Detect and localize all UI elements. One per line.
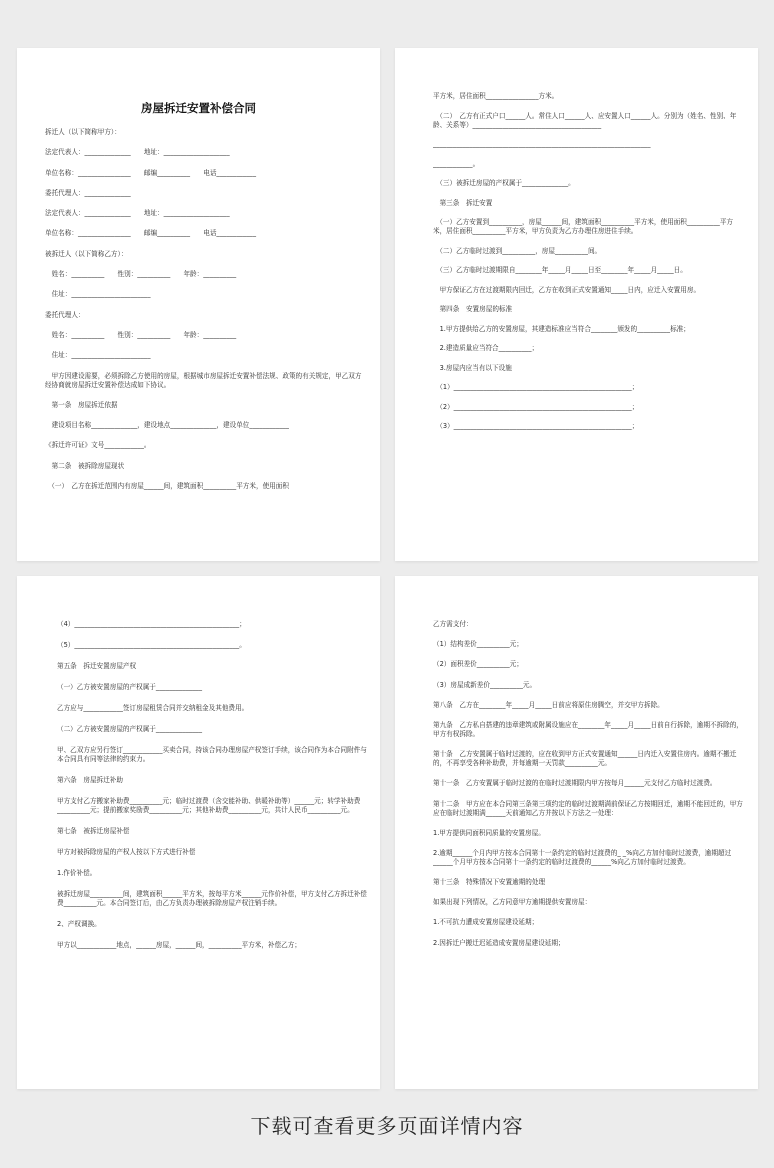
text-line: （二）乙方临时过渡到__________，房屋__________间。	[433, 246, 602, 255]
text-line: 平方米，居住面积________________方米。	[433, 92, 559, 100]
text-line: 法定代表人：______________ 地址：____________________	[45, 209, 230, 218]
section-heading: 第十三条 特殊情况下安置逾期的处理	[433, 878, 546, 887]
text-line: 如果出现下列情况，乙方同意甲方逾期提供安置房屋：	[433, 898, 592, 907]
text-paragraph: 2.逾期______个月内甲方按本合同第十一条约定的临时过渡费的_ _%向乙方加付临时过渡费，逾期超过______个月甲方按本合同第十一条约定的临时过渡费的______%向乙方加付临时过渡费。	[433, 848, 732, 866]
text-line: 2、产权调换。	[57, 920, 101, 928]
document-page-3	[17, 576, 380, 1089]
section-heading: 第六条 房屋拆迁补助	[57, 776, 123, 784]
document-page-4	[395, 576, 758, 1089]
text-line: __________________________________________________________________	[433, 140, 651, 148]
text-line: 法定代表人：______________ 地址：____________________	[45, 148, 230, 157]
text-line: 乙方需支付：	[433, 620, 473, 628]
text-line: 住址：________________________	[45, 290, 151, 299]
text-paragraph: 甲、乙双方应另行签订____________买卖合同，持该合同办理房屋产权签订手续，该合同作为本合同附件与本合同具有同等法律的约束力。	[57, 746, 367, 763]
text-line: （一）乙方被安置房屋的产权属于______________	[57, 683, 203, 691]
text-line: 乙方应与____________签订房屋租赁合同并交纳租金及其他费用。	[57, 704, 249, 712]
text-line: ____________。	[433, 159, 480, 168]
download-more-caption[interactable]: 下载可查看更多页面详情内容	[250, 1114, 524, 1138]
document-title: 房屋拆迁安置补偿合同	[141, 101, 256, 115]
text-line: 建设项目名称______________，建设地点______________，建设单位____________	[45, 421, 289, 430]
text-paragraph: 第九条 乙方私自搭建的违章建筑或附属设施应在________年_____月_____日前自行拆除，逾期不拆除的，甲方有权拆除。	[433, 720, 743, 738]
text-line: 2.建造质量应当符合__________；	[433, 344, 539, 352]
document-page-2	[395, 48, 758, 561]
text-line: 姓名：__________ 性别：__________ 年龄：__________	[45, 330, 237, 339]
text-paragraph: 甲方保证乙方在过渡期限内回迁，乙方在收到正式安置通知_____日内，应迁入安置用房。	[433, 285, 701, 294]
text-line: （3）房屋成新差价__________元。	[433, 680, 537, 689]
text-line: 单位名称：________________ 邮编__________ 电话____________	[45, 229, 256, 238]
text-line: 第八条 乙方在________年_____月_____日前应将原住房腾空，并交甲方拆除。	[433, 700, 664, 709]
text-line: （2）______________________________________________________；	[433, 402, 639, 411]
text-paragraph: 第十一条 乙方安置属于临时过渡的在临时过渡期限内甲方按每月______元支付乙方临时过渡费。	[433, 779, 717, 788]
text-line: 委托代理人：______________	[45, 188, 131, 197]
text-paragraph: （二） 乙方有正式户口______人。常住人口______人、应安置人口______人。分别为（姓名、性别、年龄、关系等）_______________________________________	[433, 111, 737, 129]
section-heading: 第二条 被拆除房屋现状	[45, 461, 125, 470]
text-line: 2.因拆迁户搬迁迟延造成安置房屋建设延期；	[433, 938, 565, 947]
text-line: 1.不可抗力遭成安置房屋建设延期；	[433, 918, 539, 927]
text-line: （三）被拆迁房屋的产权属于______________。	[433, 179, 575, 187]
text-line: 单位名称：________________ 邮编__________ 电话____________	[45, 168, 256, 177]
text-line: 甲方对被拆除房屋的产权人按以下方式进行补偿	[57, 848, 196, 856]
text-paragraph: 甲方因建设需要，必须拆除乙方使用的房屋，根据城市房屋拆迁安置补偿法规、政策的有关规定，甲乙双方经协商就房屋拆迁安置补偿达成如下协议。	[45, 371, 362, 389]
text-line: （4）__________________________________________________；	[57, 620, 246, 628]
text-paragraph: （一）乙方安置到__________，房屋______间，建筑面积__________平方米，使用面积__________平方米，居住面积__________平方米，甲方负责为乙方办理住房进住手续。	[433, 218, 734, 235]
section-heading: 第七条 被拆迁房屋补偿	[57, 827, 130, 835]
section-heading: 第三条 拆迁安置	[433, 198, 493, 207]
text-line: 1.作价补偿。	[57, 869, 97, 877]
text-paragraph: 第十条 乙方安置属于临时过渡的，应在收到甲方正式安置通知______日内迁入安置住房内。逾期不搬迁的，不再享受各种补助费，并每逾期一天罚款__________元。	[433, 750, 737, 768]
text-line: 住址：________________________	[45, 351, 151, 360]
text-line: 姓名：__________ 性别：__________ 年龄：__________	[45, 270, 237, 279]
text-paragraph: 甲方支付乙方搬家补助费__________元；临时过渡费（含交能补助、供暖补助等）______元；转学补助费__________元；提前搬家奖励费__________元；其他补助费__________元，共计人民币__________元。	[57, 797, 361, 814]
section-heading: 第一条 房屋拆迁依据	[45, 400, 118, 409]
document-page-1	[17, 48, 380, 561]
text-line: 被拆迁人（以下简称乙方）：	[45, 249, 128, 258]
text-line: 委托代理人：	[45, 310, 85, 319]
text-line: 3.房屋内应当有以下设施	[433, 363, 512, 372]
text-paragraph: （三）乙方临时过渡期限自________年_____月_____日至________年_____月_____日。	[433, 266, 687, 274]
text-line: 拆迁人（以下简称甲方）：	[45, 128, 121, 136]
text-line: 《拆迁许可证》文号____________。	[45, 441, 151, 450]
text-line: 1.甲方提供给乙方的安置房屋，其建造标准应当符合________颁发的__________标准；	[433, 324, 690, 333]
text-line: （1）______________________________________________________；	[433, 383, 639, 391]
text-line: （2）面积差价__________元；	[433, 660, 523, 669]
text-paragraph: 被拆迁房屋__________间，建筑面积______平方米，按每平方米______元作价补偿，甲方支付乙方拆迁补偿费__________元。本合同签订后，由乙方负责办理被拆除房屋产权注销手续。	[57, 890, 367, 907]
text-paragraph: 甲方以____________地点，______房屋，______间，__________平方米，补偿乙方；	[57, 941, 301, 949]
text-line: （一） 乙方在拆迁范围内有房屋______间，建筑面积__________平方米，使用面积	[45, 482, 289, 491]
text-line: （3）______________________________________________________；	[433, 422, 639, 430]
text-line: 1.甲方提供同面积同质量的安置房屋。	[433, 828, 545, 837]
text-paragraph: 第十二条 甲方应在本合同第三条第三项约定的临时过渡期满前保证乙方按期回迁，逾期不能回迁的，甲方应在临时过渡期满______天前通知乙方并按以下方法之一处理：	[433, 799, 743, 817]
text-line: （二）乙方被安置房屋的产权属于______________	[57, 725, 203, 733]
text-line: （1）结构差价__________元；	[433, 640, 523, 649]
section-heading: 第四条 安置房屋的标准	[433, 305, 513, 313]
text-line: （5）__________________________________________________。	[57, 641, 246, 649]
section-heading: 第五条 拆迁安置房屋产权	[57, 662, 137, 670]
